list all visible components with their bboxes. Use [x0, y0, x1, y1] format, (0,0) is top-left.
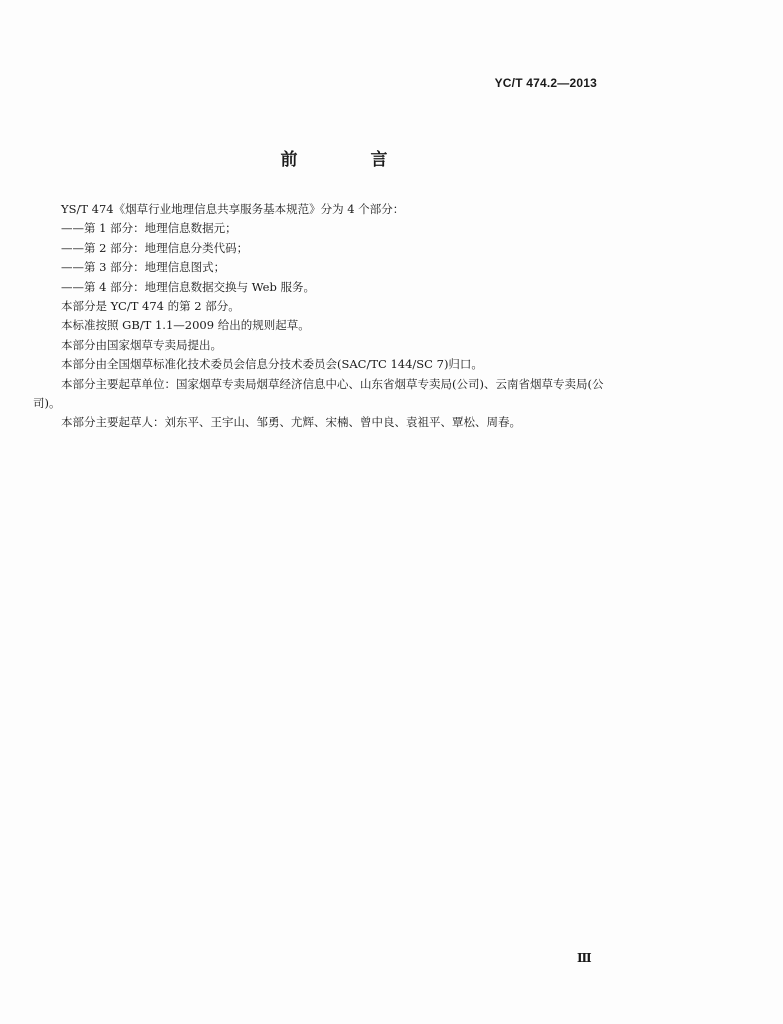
drafting-rules-paragraph: 本标准按照 GB/T 1.1—2009 给出的规则起草。: [61, 318, 310, 333]
drafting-units-paragraph: 本部分主要起草单位：国家烟草专卖局烟草经济信息中心、山东省烟草专卖局(公司)、云南省烟草专卖局(公司)。: [33, 376, 604, 411]
part-list-item-1: ——第 1 部分：地理信息数据元；: [61, 221, 237, 236]
standard-code: YC/T 474.2—2013: [494, 76, 597, 90]
proposed-by-paragraph: 本部分由国家烟草专卖局提出。: [61, 337, 222, 352]
page-title: 前 言: [280, 150, 416, 170]
foreword-body: [33, 200, 618, 433]
part-list-item-2: ——第 2 部分：地理信息分类代码；: [61, 240, 249, 255]
this-part-paragraph: 本部分是 YC/T 474 的第 2 部分。: [61, 299, 240, 314]
part-list-item-4: ——第 4 部分：地理信息数据交换与 Web 服务。: [61, 279, 315, 294]
page-number: Ⅲ: [577, 951, 592, 965]
centralized-by-paragraph: 本部分由全国烟草标准化技术委员会信息分技术委员会(SAC/TC 144/SC 7)归口。: [61, 357, 483, 372]
intro-paragraph: YS/T 474《烟草行业地理信息共享服务基本规范》分为 4 个部分：: [61, 202, 405, 216]
part-list-item-3: ——第 3 部分：地理信息图式；: [61, 260, 226, 275]
drafters-paragraph: 本部分主要起草人：刘东平、王宇山、邹勇、尤辉、宋楠、曾中良、袁祖平、覃松、周春。: [61, 415, 521, 430]
